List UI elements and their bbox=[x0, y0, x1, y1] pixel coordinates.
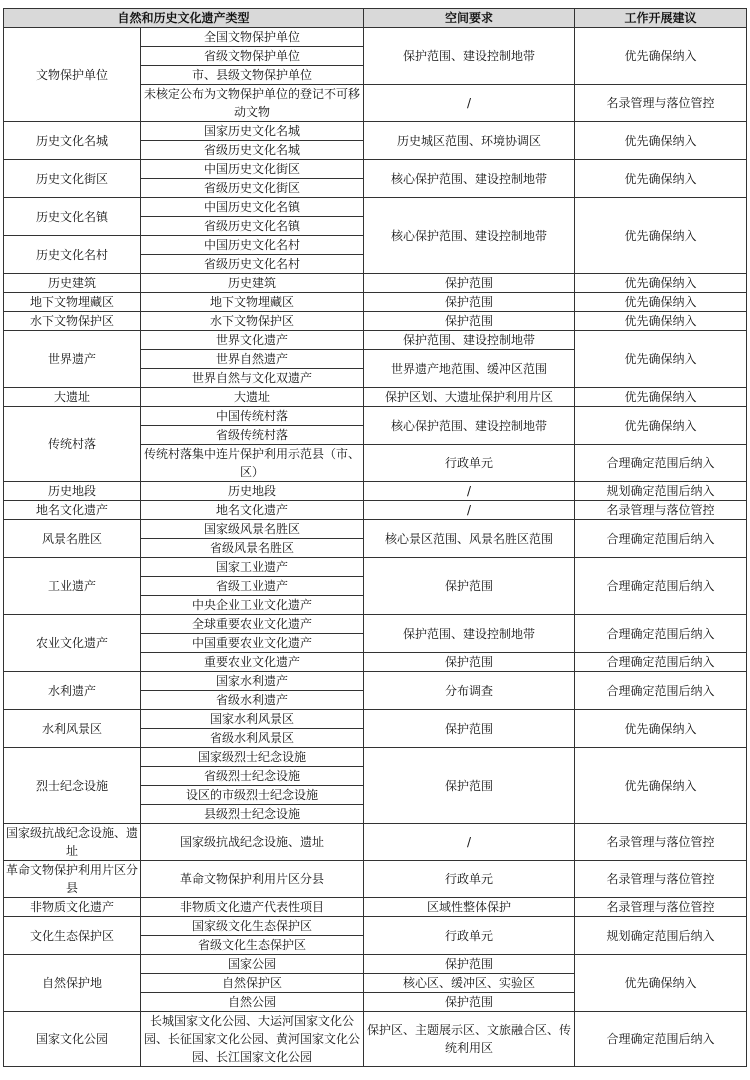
subtype-cell: 省级风景名胜区 bbox=[141, 539, 364, 558]
table-row bbox=[4, 615, 747, 634]
category-cell: 水下文物保护区 bbox=[4, 312, 141, 331]
space-cell: 核心保护范围、建设控制地带 bbox=[364, 407, 575, 445]
category-cell: 历史文化名镇 bbox=[4, 198, 141, 236]
category-cell: 文物保护单位 bbox=[4, 28, 141, 122]
subtype-cell: 设区的市级烈士纪念设施 bbox=[141, 786, 364, 805]
subtype-cell: 中国历史文化名村 bbox=[141, 236, 364, 255]
subtype-cell: 中国历史文化名镇 bbox=[141, 198, 364, 217]
space-cell: 行政单元 bbox=[364, 445, 575, 482]
category-cell: 历史地段 bbox=[4, 482, 141, 501]
space-cell: 保护范围、建设控制地带 bbox=[364, 331, 575, 350]
header-advice: 工作开展建议 bbox=[575, 9, 747, 28]
space-cell: 保护区、主题展示区、文旅融合区、传统利用区 bbox=[364, 1012, 575, 1067]
space-cell: 分布调查 bbox=[364, 672, 575, 710]
space-cell: 区域性整体保护 bbox=[364, 898, 575, 917]
subtype-cell: 全球重要农业文化遗产 bbox=[141, 615, 364, 634]
space-cell: / bbox=[364, 501, 575, 520]
category-cell: 传统村落 bbox=[4, 407, 141, 482]
heritage-table bbox=[3, 8, 747, 1067]
table-row bbox=[4, 122, 747, 141]
advice-cell: 名录管理与落位管控 bbox=[575, 501, 747, 520]
subtype-cell: 中国传统村落 bbox=[141, 407, 364, 426]
category-cell: 工业遗产 bbox=[4, 558, 141, 615]
subtype-cell: 国家级抗战纪念设施、遗址 bbox=[141, 824, 364, 861]
subtype-cell: 自然公园 bbox=[141, 993, 364, 1012]
space-cell: 保护范围 bbox=[364, 955, 575, 974]
subtype-cell: 国家水利遗产 bbox=[141, 672, 364, 691]
subtype-cell: 中国历史文化街区 bbox=[141, 160, 364, 179]
subtype-cell: 省级文化生态保护区 bbox=[141, 936, 364, 955]
advice-cell: 优先确保纳入 bbox=[575, 293, 747, 312]
subtype-cell: 省级历史文化名镇 bbox=[141, 217, 364, 236]
subtype-cell: 国家水利风景区 bbox=[141, 710, 364, 729]
space-cell: 世界遗产地范围、缓冲区范围 bbox=[364, 350, 575, 388]
table-row bbox=[4, 501, 747, 520]
subtype-cell: 世界自然与文化双遗产 bbox=[141, 369, 364, 388]
header-space: 空间要求 bbox=[364, 9, 575, 28]
advice-cell: 合理确定范围后纳入 bbox=[575, 672, 747, 710]
category-cell: 烈士纪念设施 bbox=[4, 748, 141, 824]
category-cell: 水利遗产 bbox=[4, 672, 141, 710]
subtype-cell: 省级水利风景区 bbox=[141, 729, 364, 748]
table-row bbox=[4, 293, 747, 312]
subtype-cell: 地下文物埋藏区 bbox=[141, 293, 364, 312]
category-cell: 历史建筑 bbox=[4, 274, 141, 293]
table-row bbox=[4, 672, 747, 691]
category-cell: 历史文化街区 bbox=[4, 160, 141, 198]
space-cell: 保护范围、建设控制地带 bbox=[364, 28, 575, 85]
table-row bbox=[4, 198, 747, 217]
space-cell: 保护范围 bbox=[364, 274, 575, 293]
subtype-cell: 重要农业文化遗产 bbox=[141, 653, 364, 672]
space-cell: 保护范围 bbox=[364, 558, 575, 615]
table-row bbox=[4, 558, 747, 577]
subtype-cell: 省级历史文化街区 bbox=[141, 179, 364, 198]
category-cell: 地下文物埋藏区 bbox=[4, 293, 141, 312]
space-cell: 保护范围、建设控制地带 bbox=[364, 615, 575, 653]
space-cell: 历史城区范围、环境协调区 bbox=[364, 122, 575, 160]
advice-cell: 优先确保纳入 bbox=[575, 312, 747, 331]
subtype-cell: 国家级烈士纪念设施 bbox=[141, 748, 364, 767]
subtype-cell: 国家历史文化名城 bbox=[141, 122, 364, 141]
advice-cell: 优先确保纳入 bbox=[575, 122, 747, 160]
category-cell: 国家级抗战纪念设施、遗址 bbox=[4, 824, 141, 861]
table-row bbox=[4, 482, 747, 501]
category-cell: 自然保护地 bbox=[4, 955, 141, 1012]
space-cell: 保护区划、大遗址保护利用片区 bbox=[364, 388, 575, 407]
category-cell: 世界遗产 bbox=[4, 331, 141, 388]
subtype-cell: 大遗址 bbox=[141, 388, 364, 407]
subtype-cell: 国家工业遗产 bbox=[141, 558, 364, 577]
category-cell: 水利风景区 bbox=[4, 710, 141, 748]
subtype-cell: 地名文化遗产 bbox=[141, 501, 364, 520]
space-cell: 核心保护范围、建设控制地带 bbox=[364, 160, 575, 198]
table-row bbox=[4, 407, 747, 426]
space-cell: / bbox=[364, 85, 575, 122]
advice-cell: 名录管理与落位管控 bbox=[575, 861, 747, 898]
table-row bbox=[4, 1012, 747, 1067]
subtype-cell: 传统村落集中连片保护利用示范县（市、区） bbox=[141, 445, 364, 482]
advice-cell: 规划确定范围后纳入 bbox=[575, 917, 747, 955]
subtype-cell: 中国重要农业文化遗产 bbox=[141, 634, 364, 653]
advice-cell: 合理确定范围后纳入 bbox=[575, 445, 747, 482]
advice-cell: 优先确保纳入 bbox=[575, 388, 747, 407]
category-cell: 大遗址 bbox=[4, 388, 141, 407]
subtype-cell: 市、县级文物保护单位 bbox=[141, 66, 364, 85]
subtype-cell: 全国文物保护单位 bbox=[141, 28, 364, 47]
category-cell: 历史文化名城 bbox=[4, 122, 141, 160]
space-cell: 核心保护范围、建设控制地带 bbox=[364, 198, 575, 274]
advice-cell: 优先确保纳入 bbox=[575, 331, 747, 388]
subtype-cell: 水下文物保护区 bbox=[141, 312, 364, 331]
table-row bbox=[4, 710, 747, 729]
advice-cell: 优先确保纳入 bbox=[575, 198, 747, 274]
space-cell: 保护范围 bbox=[364, 710, 575, 748]
space-cell: 保护范围 bbox=[364, 993, 575, 1012]
category-cell: 国家文化公园 bbox=[4, 1012, 141, 1067]
advice-cell: 优先确保纳入 bbox=[575, 28, 747, 85]
advice-cell: 优先确保纳入 bbox=[575, 748, 747, 824]
subtype-cell: 长城国家文化公园、大运河国家文化公园、长征国家文化公园、黄河国家文化公园、长江国家文化公园 bbox=[141, 1012, 364, 1067]
subtype-cell: 国家级文化生态保护区 bbox=[141, 917, 364, 936]
subtype-cell: 自然保护区 bbox=[141, 974, 364, 993]
subtype-cell: 省级文物保护单位 bbox=[141, 47, 364, 66]
table-row bbox=[4, 917, 747, 936]
category-cell: 革命文物保护利用片区分县 bbox=[4, 861, 141, 898]
subtype-cell: 非物质文化遗产代表性项目 bbox=[141, 898, 364, 917]
table-row bbox=[4, 28, 747, 47]
advice-cell: 优先确保纳入 bbox=[575, 160, 747, 198]
advice-cell: 优先确保纳入 bbox=[575, 955, 747, 1012]
subtype-cell: 世界自然遗产 bbox=[141, 350, 364, 369]
space-cell: 保护范围 bbox=[364, 312, 575, 331]
space-cell: 行政单元 bbox=[364, 917, 575, 955]
table-row bbox=[4, 861, 747, 898]
subtype-cell: 中央企业工业文化遗产 bbox=[141, 596, 364, 615]
space-cell: 行政单元 bbox=[364, 861, 575, 898]
subtype-cell: 国家级风景名胜区 bbox=[141, 520, 364, 539]
header-type: 自然和历史文化遗产类型 bbox=[4, 9, 364, 28]
subtype-cell: 县级烈士纪念设施 bbox=[141, 805, 364, 824]
table-row bbox=[4, 898, 747, 917]
advice-cell: 名录管理与落位管控 bbox=[575, 824, 747, 861]
table-row bbox=[4, 160, 747, 179]
category-cell: 历史文化名村 bbox=[4, 236, 141, 274]
subtype-cell: 省级烈士纪念设施 bbox=[141, 767, 364, 786]
subtype-cell: 省级传统村落 bbox=[141, 426, 364, 445]
category-cell: 非物质文化遗产 bbox=[4, 898, 141, 917]
space-cell: 核心景区范围、风景名胜区范围 bbox=[364, 520, 575, 558]
table-row bbox=[4, 748, 747, 767]
table-row bbox=[4, 312, 747, 331]
advice-cell: 名录管理与落位管控 bbox=[575, 85, 747, 122]
table-row bbox=[4, 274, 747, 293]
advice-cell: 合理确定范围后纳入 bbox=[575, 558, 747, 615]
subtype-cell: 省级水利遗产 bbox=[141, 691, 364, 710]
category-cell: 农业文化遗产 bbox=[4, 615, 141, 672]
table-row bbox=[4, 520, 747, 539]
advice-cell: 合理确定范围后纳入 bbox=[575, 1012, 747, 1067]
subtype-cell: 省级历史文化名村 bbox=[141, 255, 364, 274]
table-row bbox=[4, 388, 747, 407]
category-cell: 风景名胜区 bbox=[4, 520, 141, 558]
subtype-cell: 历史地段 bbox=[141, 482, 364, 501]
subtype-cell: 省级工业遗产 bbox=[141, 577, 364, 596]
advice-cell: 优先确保纳入 bbox=[575, 407, 747, 445]
space-cell: / bbox=[364, 824, 575, 861]
advice-cell: 优先确保纳入 bbox=[575, 710, 747, 748]
subtype-cell: 世界文化遗产 bbox=[141, 331, 364, 350]
subtype-cell: 省级历史文化名城 bbox=[141, 141, 364, 160]
subtype-cell: 国家公园 bbox=[141, 955, 364, 974]
space-cell: / bbox=[364, 482, 575, 501]
advice-cell: 合理确定范围后纳入 bbox=[575, 653, 747, 672]
table-row bbox=[4, 955, 747, 974]
table-row bbox=[4, 331, 747, 350]
space-cell: 核心区、缓冲区、实验区 bbox=[364, 974, 575, 993]
table-row bbox=[4, 824, 747, 861]
advice-cell: 优先确保纳入 bbox=[575, 274, 747, 293]
subtype-cell: 革命文物保护利用片区分县 bbox=[141, 861, 364, 898]
subtype-cell: 历史建筑 bbox=[141, 274, 364, 293]
space-cell: 保护范围 bbox=[364, 293, 575, 312]
category-cell: 文化生态保护区 bbox=[4, 917, 141, 955]
subtype-cell: 未核定公布为文物保护单位的登记不可移动文物 bbox=[141, 85, 364, 122]
header-row bbox=[4, 9, 747, 28]
advice-cell: 合理确定范围后纳入 bbox=[575, 520, 747, 558]
advice-cell: 规划确定范围后纳入 bbox=[575, 482, 747, 501]
space-cell: 保护范围 bbox=[364, 653, 575, 672]
advice-cell: 名录管理与落位管控 bbox=[575, 898, 747, 917]
category-cell: 地名文化遗产 bbox=[4, 501, 141, 520]
advice-cell: 合理确定范围后纳入 bbox=[575, 615, 747, 653]
space-cell: 保护范围 bbox=[364, 748, 575, 824]
